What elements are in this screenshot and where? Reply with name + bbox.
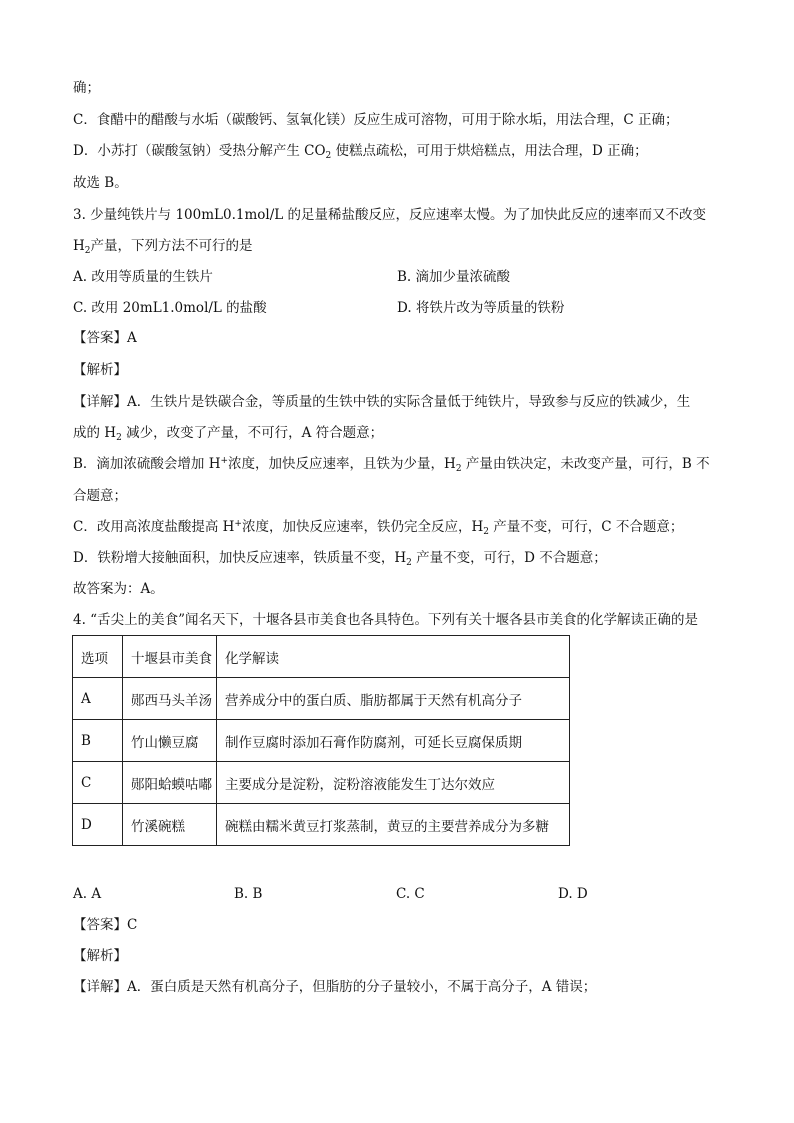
detail-line: 成的 $H_2$ 减少，改变了产量，不可行，A 符合题意； bbox=[73, 425, 384, 443]
table-cell: 营养成分中的蛋白质、脂肪都属于天然有机高分子 bbox=[217, 678, 570, 720]
option-c: C. 改用 20mL1.0mol/L 的盐酸 bbox=[73, 300, 267, 316]
question-3-stem-cont: $H_2$产量，下列方法不可行的是 bbox=[73, 238, 253, 256]
option-b: B. 滴加少量浓硫酸 bbox=[397, 269, 511, 285]
answer-label: 【答案】C bbox=[73, 917, 138, 933]
text-line: 确； bbox=[73, 80, 100, 96]
option-b: B. B bbox=[234, 886, 263, 902]
table-cell: B bbox=[73, 720, 123, 762]
table-cell: 竹溪碗糕 bbox=[123, 804, 217, 846]
text-line: C．食醋中的醋酸与水垢（碳酸钙、氢氧化镁）反应生成可溶物，可用于除水垢，用法合理，C 正确； bbox=[73, 112, 679, 128]
analysis-label: 【解析】 bbox=[73, 948, 127, 964]
table-header-cell: 选项 bbox=[73, 636, 123, 678]
table-row bbox=[73, 762, 570, 804]
detail-line: B．滴加浓硫酸会增加 H+浓度，加快反应速率，且铁为少量，$H_2$ 产量由铁决定，未改变产量，可行，B 不 bbox=[73, 456, 710, 474]
detail-line: 合题意； bbox=[73, 488, 127, 504]
table-cell: 制作豆腐时添加石膏作防腐剂，可延长豆腐保质期 bbox=[217, 720, 570, 762]
table-cell: 竹山懒豆腐 bbox=[123, 720, 217, 762]
option-c: C. C bbox=[396, 886, 425, 902]
table-cell: A bbox=[73, 678, 123, 720]
option-d: D. D bbox=[558, 886, 588, 902]
question-3-stem: 3. 少量纯铁片与 100mL0.1mol/L 的足量稀盐酸反应，反应速率太慢。为了加快此反应的速率而又不改变 bbox=[73, 207, 707, 223]
text-line: D．小苏打（碳酸氢钠）受热分解产生 $CO_2$ 使糕点疏松，可用于烘焙糕点，用法合理，D 正确； bbox=[73, 143, 648, 161]
analysis-label: 【解析】 bbox=[73, 362, 127, 378]
table-header-cell: 十堰县市美食 bbox=[123, 636, 217, 678]
detail-line: 【详解】A．生铁片是铁碳合金，等质量的生铁中铁的实际含量低于纯铁片，导致参与反应的铁减少，生 bbox=[73, 394, 691, 410]
table-cell: 郧西马头羊汤 bbox=[123, 678, 217, 720]
detail-line: D．铁粉增大接触面积，加快反应速率，铁质量不变，$H_2$ 产量不变，可行，D 不合题意； bbox=[73, 550, 607, 568]
table-cell: C bbox=[73, 762, 123, 804]
table-row bbox=[73, 678, 570, 720]
text-line: 故选 B。 bbox=[73, 175, 128, 191]
question-4-stem: 4. “舌尖上的美食”闻名天下，十堰各县市美食也各具特色。下列有关十堰各县市美食的化学解读正确的是 bbox=[73, 612, 698, 628]
option-a: A. 改用等质量的生铁片 bbox=[73, 269, 213, 285]
table-row bbox=[73, 804, 570, 846]
table-cell: D bbox=[73, 804, 123, 846]
table-row bbox=[73, 720, 570, 762]
table-cell: 主要成分是淀粉，淀粉溶液能发生丁达尔效应 bbox=[217, 762, 570, 804]
table-header-cell: 化学解读 bbox=[217, 636, 570, 678]
table-header-row bbox=[73, 636, 570, 678]
table-cell: 郧阳蛤蟆咕嘟 bbox=[123, 762, 217, 804]
detail-line: 故答案为：A。 bbox=[73, 581, 164, 597]
option-d: D. 将铁片改为等质量的铁粉 bbox=[397, 300, 565, 316]
option-a: A. A bbox=[73, 886, 102, 902]
food-chemistry-table bbox=[72, 635, 570, 846]
detail-line: 【详解】A．蛋白质是天然有机高分子，但脂肪的分子量较小，不属于高分子，A 错误； bbox=[73, 979, 597, 995]
answer-label: 【答案】A bbox=[73, 330, 137, 346]
detail-line: C．改用高浓度盐酸提高 H+浓度，加快反应速率，铁仍完全反应，$H_2$ 产量不变，可行，C 不合题意； bbox=[73, 519, 684, 537]
table-cell: 碗糕由糯米黄豆打浆蒸制，黄豆的主要营养成分为多糖 bbox=[217, 804, 570, 846]
